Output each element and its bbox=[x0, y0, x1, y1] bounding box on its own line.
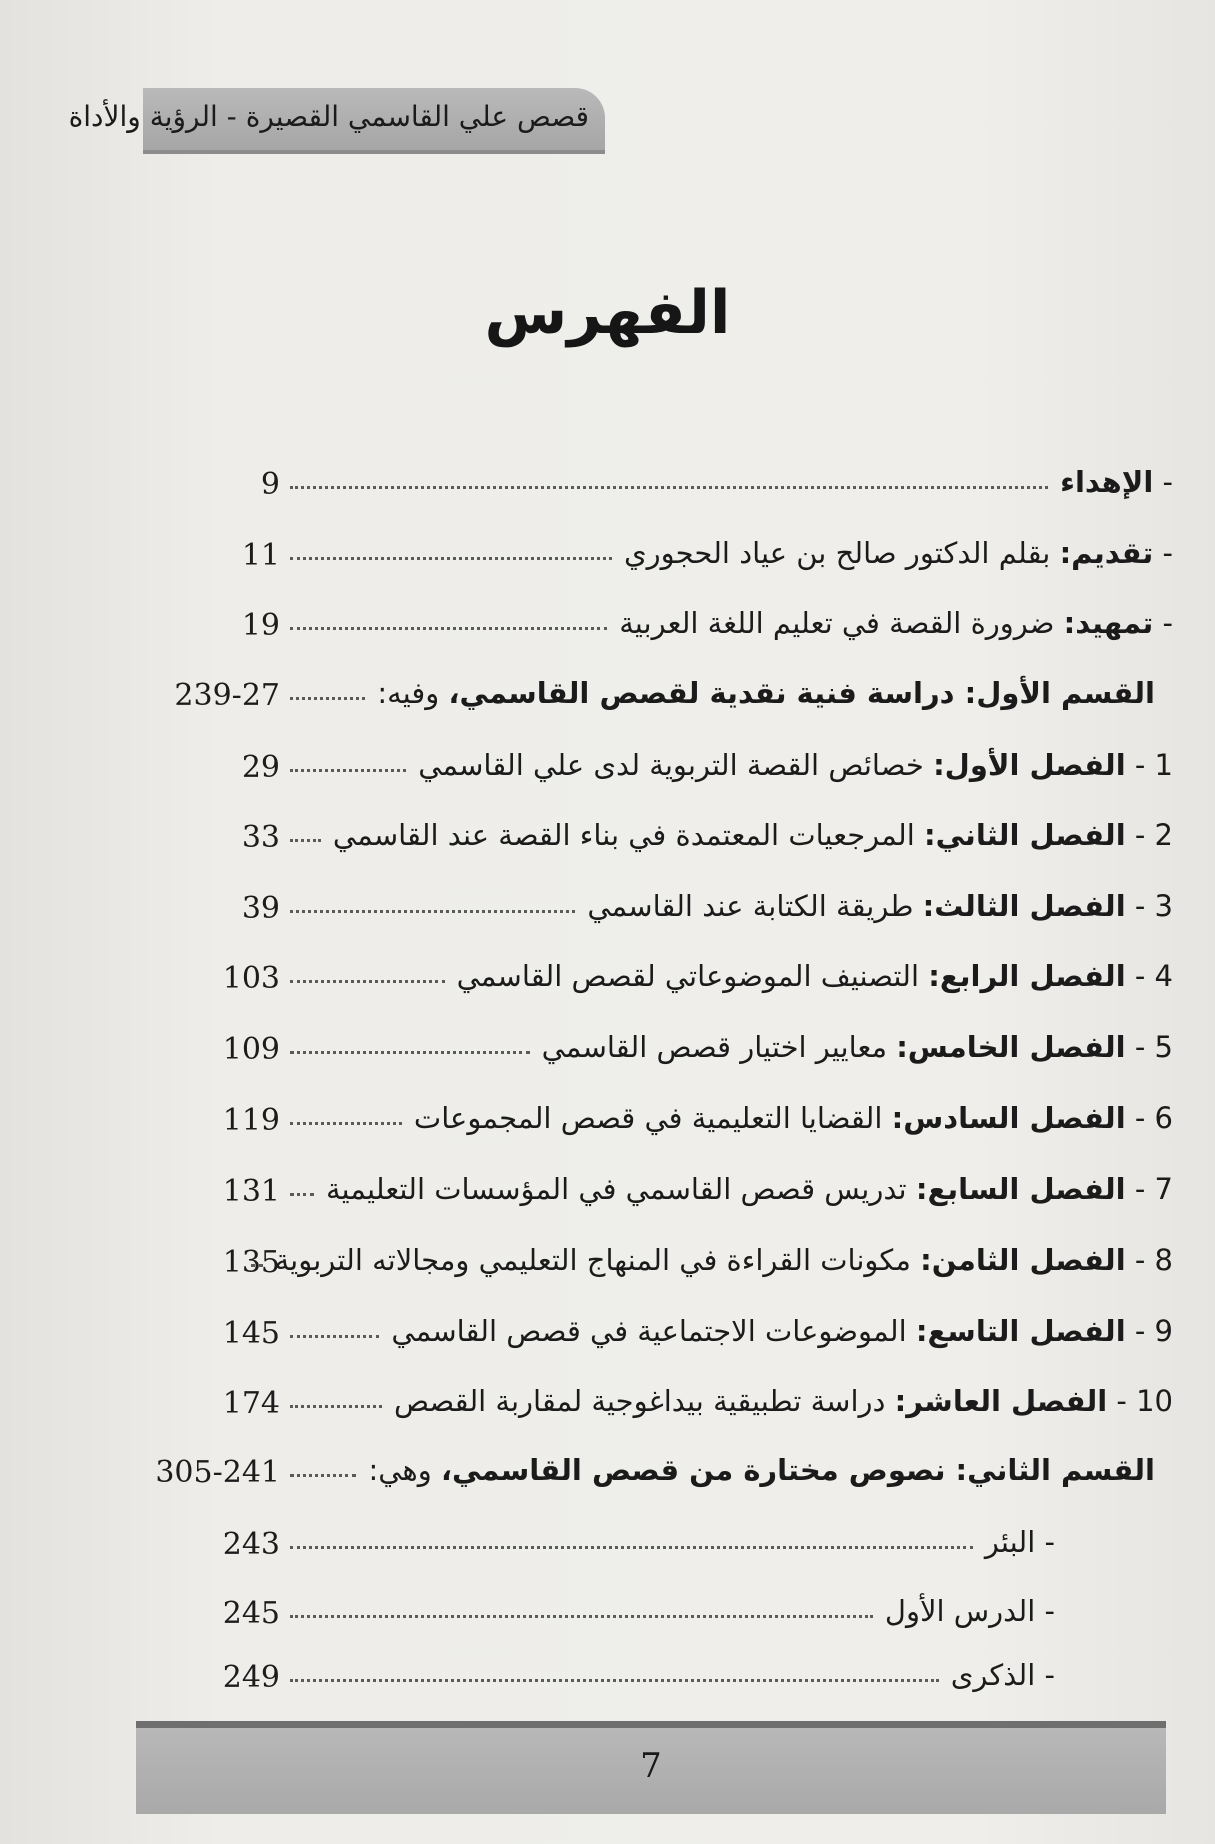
toc-dot-leader bbox=[290, 769, 406, 772]
toc-label bbox=[418, 748, 1173, 782]
toc-entry bbox=[130, 1380, 1173, 1430]
toc-dot-leader bbox=[290, 980, 445, 983]
toc-label bbox=[368, 1453, 1155, 1487]
toc-entry bbox=[130, 885, 1173, 935]
toc-heading: الإهداء bbox=[1060, 465, 1154, 499]
toc-prefix: - bbox=[1162, 536, 1173, 570]
toc-description: الموضوعات الاجتماعية في قصص القاسمي bbox=[391, 1314, 907, 1348]
toc-description: مكونات القراءة في المنهاج التعليمي ومجالاته التربوية bbox=[274, 1243, 911, 1277]
toc-entry-text bbox=[280, 748, 1173, 782]
toc-description: دراسة تطبيقية بيداغوجية لمقاربة القصص bbox=[393, 1384, 886, 1418]
toc-label bbox=[587, 889, 1173, 923]
toc-entry bbox=[130, 1026, 1173, 1076]
toc-label bbox=[951, 1658, 1055, 1692]
toc-dot-leader bbox=[290, 627, 607, 630]
toc-page-number: 119 bbox=[222, 1103, 280, 1138]
toc-heading: الفصل الثالث: bbox=[922, 889, 1126, 923]
toc-label bbox=[885, 1594, 1055, 1628]
toc-entry-text bbox=[280, 1384, 1173, 1418]
toc-prefix: 1 - bbox=[1134, 748, 1173, 782]
toc-heading: الفصل السابع: bbox=[915, 1172, 1126, 1206]
toc-page-number: 243 bbox=[222, 1527, 280, 1562]
toc-description: التصنيف الموضوعاتي لقصص القاسمي bbox=[456, 959, 920, 993]
toc-page-number: 145 bbox=[222, 1316, 280, 1351]
toc-prefix: - bbox=[1044, 1594, 1055, 1628]
toc-page-number: 131 bbox=[222, 1174, 280, 1209]
toc-dot-leader bbox=[290, 1474, 356, 1477]
toc-dot-leader bbox=[290, 1405, 382, 1408]
toc-page-number: 174 bbox=[222, 1386, 280, 1421]
toc-entry-text bbox=[280, 1030, 1173, 1064]
toc-description: وهي: bbox=[368, 1453, 432, 1487]
toc-heading: تقديم: bbox=[1059, 536, 1154, 570]
toc-entry-text bbox=[280, 536, 1173, 570]
toc-prefix: - bbox=[1162, 606, 1173, 640]
toc-page-number: 11 bbox=[241, 538, 280, 573]
toc-heading: القسم الثاني: نصوص مختارة من قصص القاسمي، bbox=[440, 1453, 1155, 1487]
toc-prefix: 10 - bbox=[1116, 1384, 1173, 1418]
toc-page-number: 33 bbox=[241, 820, 280, 855]
toc-page-number: 29 bbox=[241, 750, 280, 785]
toc-dot-leader bbox=[290, 697, 365, 700]
toc-entry-text bbox=[280, 1525, 1055, 1559]
toc-prefix: - bbox=[1162, 465, 1173, 499]
toc-description: طريقة الكتابة عند القاسمي bbox=[587, 889, 914, 923]
toc-dot-leader bbox=[290, 557, 612, 560]
toc-entry-text bbox=[280, 1314, 1173, 1348]
toc-dot-leader bbox=[290, 1546, 973, 1549]
toc-dot-leader bbox=[251, 1264, 263, 1267]
toc-entry-text bbox=[280, 959, 1173, 993]
toc-page-number: 103 bbox=[222, 961, 280, 996]
toc-dot-leader bbox=[290, 486, 1048, 489]
toc-heading: الفصل الأول: bbox=[933, 748, 1126, 782]
toc-label bbox=[542, 1030, 1173, 1064]
toc-label bbox=[326, 1172, 1173, 1206]
toc-description: المرجعيات المعتمدة في بناء القصة عند القاسمي bbox=[332, 818, 915, 852]
toc-heading: الفصل التاسع: bbox=[915, 1314, 1126, 1348]
toc-dot-leader bbox=[290, 1122, 402, 1125]
toc-entry bbox=[130, 1590, 1055, 1640]
toc-entry-text bbox=[280, 1453, 1155, 1487]
toc-entry-text bbox=[280, 1658, 1055, 1692]
toc-page-number: 19 bbox=[241, 608, 280, 643]
toc-entry bbox=[130, 532, 1173, 582]
toc-prefix: 8 - bbox=[1134, 1243, 1173, 1277]
toc-entry-text bbox=[274, 1243, 1173, 1277]
toc-prefix: 6 - bbox=[1134, 1101, 1173, 1135]
toc-label bbox=[391, 1314, 1173, 1348]
toc-entry bbox=[130, 1097, 1173, 1147]
toc-dot-leader bbox=[290, 1615, 873, 1618]
toc-heading: الفصل الخامس: bbox=[896, 1030, 1126, 1064]
toc-entry bbox=[130, 1654, 1055, 1704]
toc-heading: القسم الأول: دراسة فنية نقدية لقصص القاسمي، bbox=[448, 676, 1155, 710]
toc-label bbox=[985, 1525, 1055, 1559]
running-head-text: قصص علي القاسمي القصيرة - الرؤية والأداة bbox=[68, 100, 589, 133]
toc-page-number: 249 bbox=[222, 1660, 280, 1695]
toc-heading: تمهيد: bbox=[1063, 606, 1154, 640]
toc-heading: الفصل السادس: bbox=[891, 1101, 1126, 1135]
toc-label bbox=[394, 1384, 1173, 1418]
toc-dot-leader bbox=[290, 1051, 530, 1054]
toc-label bbox=[414, 1101, 1173, 1135]
toc-entry bbox=[130, 602, 1173, 652]
toc-entry-text bbox=[280, 1101, 1173, 1135]
toc-page-number: 305-241 bbox=[155, 1455, 280, 1490]
toc-description: الذكرى bbox=[950, 1658, 1036, 1692]
toc-description: ضرورة القصة في تعليم اللغة العربية bbox=[619, 606, 1055, 640]
toc-entry-text bbox=[280, 818, 1173, 852]
toc-entry-text bbox=[280, 1172, 1173, 1206]
toc-page-number: 39 bbox=[241, 891, 280, 926]
page-title: الفهرس bbox=[484, 278, 731, 348]
toc-prefix: 5 - bbox=[1134, 1030, 1173, 1064]
toc-entry bbox=[130, 1168, 1173, 1218]
toc-description: بقلم الدكتور صالح بن عياد الحجوري bbox=[623, 536, 1051, 570]
footer-bar bbox=[136, 1728, 1166, 1814]
toc-label bbox=[377, 676, 1155, 710]
toc-dot-leader bbox=[290, 839, 321, 842]
toc-dot-leader bbox=[290, 1679, 939, 1682]
toc-heading: الفصل الرابع: bbox=[928, 959, 1126, 993]
toc-label bbox=[624, 536, 1173, 570]
toc-entry-text bbox=[280, 889, 1173, 923]
toc-entry bbox=[130, 461, 1173, 511]
toc-description: الدرس الأول bbox=[884, 1594, 1036, 1628]
toc-description: معايير اختيار قصص القاسمي bbox=[541, 1030, 887, 1064]
toc-entry bbox=[130, 1449, 1155, 1499]
toc-entry-text bbox=[280, 465, 1173, 499]
toc-prefix: - bbox=[1044, 1658, 1055, 1692]
toc-dot-leader bbox=[290, 910, 575, 913]
toc-label bbox=[1060, 465, 1173, 499]
toc-heading: الفصل العاشر: bbox=[894, 1384, 1108, 1418]
toc-page-number: 109 bbox=[222, 1032, 280, 1067]
toc-label bbox=[275, 1243, 1173, 1277]
toc-description: وفيه: bbox=[377, 676, 440, 710]
toc-heading: الفصل الثاني: bbox=[924, 818, 1126, 852]
toc-label bbox=[333, 818, 1173, 852]
toc-entry bbox=[130, 814, 1173, 864]
toc-entry bbox=[130, 955, 1173, 1005]
toc-dot-leader bbox=[290, 1193, 314, 1196]
toc-page-number: 135 bbox=[222, 1245, 280, 1280]
toc-description: القضايا التعليمية في قصص المجموعات bbox=[413, 1101, 883, 1135]
toc-description: خصائص القصة التربوية لدى علي القاسمي bbox=[418, 748, 924, 782]
toc-label bbox=[619, 606, 1173, 640]
toc-prefix: 9 - bbox=[1134, 1314, 1173, 1348]
toc-prefix: 3 - bbox=[1134, 889, 1173, 923]
toc-entry bbox=[130, 672, 1155, 722]
toc-heading: الفصل الثامن: bbox=[920, 1243, 1126, 1277]
toc-page-number: 9 bbox=[260, 467, 280, 502]
toc-description: البئر bbox=[984, 1525, 1036, 1559]
page-number: 7 bbox=[640, 1746, 662, 1786]
toc-description: تدريس قصص القاسمي في المؤسسات التعليمية bbox=[325, 1172, 907, 1206]
toc-page-number: 239-27 bbox=[174, 678, 280, 713]
toc-label bbox=[457, 959, 1173, 993]
toc-prefix: 7 - bbox=[1134, 1172, 1173, 1206]
toc-prefix: 4 - bbox=[1134, 959, 1173, 993]
toc-entry bbox=[130, 744, 1173, 794]
toc-entry bbox=[130, 1239, 1173, 1289]
toc-prefix: 2 - bbox=[1134, 818, 1173, 852]
toc-prefix: - bbox=[1044, 1525, 1055, 1559]
toc-entry-text bbox=[280, 676, 1155, 710]
toc-page-number: 245 bbox=[222, 1596, 280, 1631]
toc-entry-text bbox=[280, 606, 1173, 640]
toc-entry-text bbox=[280, 1594, 1055, 1628]
toc-entry bbox=[130, 1521, 1055, 1571]
toc-entry bbox=[130, 1310, 1173, 1360]
toc-dot-leader bbox=[290, 1335, 379, 1338]
